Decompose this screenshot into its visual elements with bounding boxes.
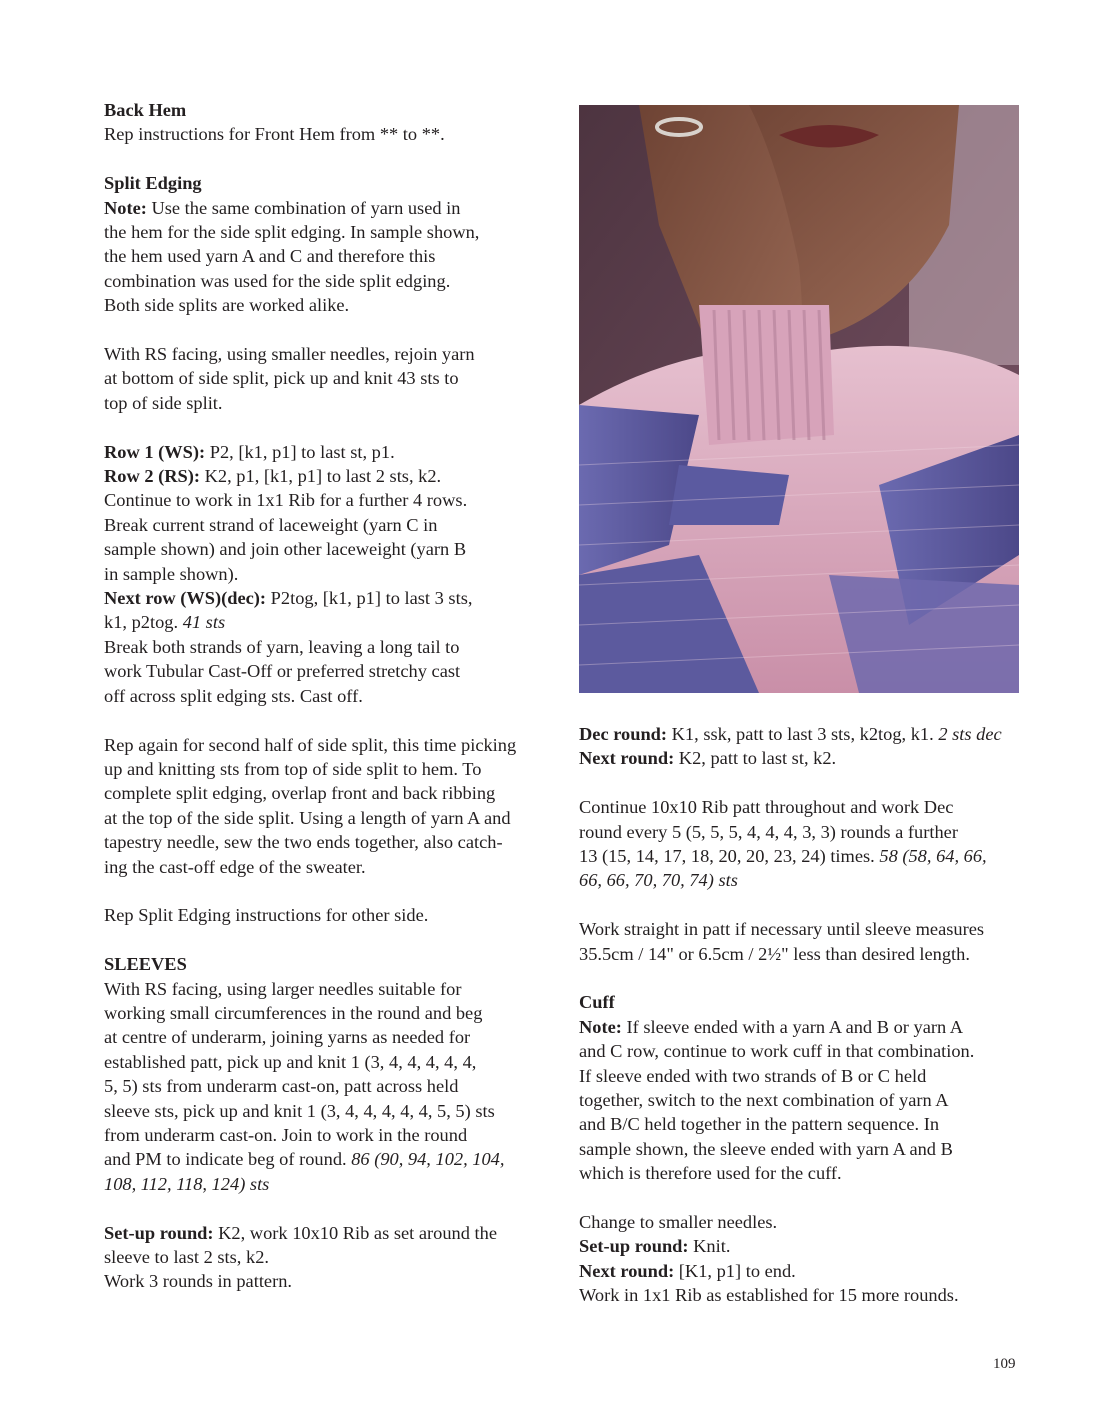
sleeves-line: at centre of underarm, joining yarns as needed for (104, 1027, 471, 1048)
rep-line: complete split edging, overlap front and back ribbing (104, 783, 496, 804)
break-line: off across split edging sts. Cast off. (104, 685, 363, 706)
row-1: Row 1 (WS): P2, [k1, p1] to last st, p1. (104, 441, 395, 462)
back-hem-section (104, 98, 554, 147)
sleeves-line: sleeve sts, pick up and knit 1 (3, 4, 4, 4, 4, 4, 5, 5) sts (104, 1100, 495, 1121)
rs-line: With RS facing, using smaller needles, rejoin yarn (104, 344, 475, 365)
sweater-photo (579, 105, 1019, 693)
next-row-dec-cont: k1, p2tog. 41 sts (104, 612, 226, 633)
continue-line-3: 13 (15, 14, 17, 18, 20, 20, 23, 24) times. 58 (58, 64, 66, (579, 846, 987, 867)
back-hem-heading: Back Hem (104, 100, 187, 120)
sleeves-line: established patt, pick up and knit 1 (3, 4, 4, 4, 4, 4, (104, 1051, 477, 1072)
rows-paragraph (104, 440, 554, 708)
rep-line: Rep again for second half of side split, this time picking (104, 734, 517, 755)
rep-line: tapestry needle, sew the two ends together, also catch- (104, 832, 503, 853)
continue-line-4: 66, 66, 70, 70, 74) sts (579, 870, 738, 891)
dec-round-line: Dec round: K1, ssk, patt to last 3 sts, k2tog, k1. 2 sts dec (579, 724, 1002, 744)
change-needles: Change to smaller needles. (579, 1212, 778, 1233)
cuff-note-line-1: Note: If sleeve ended with a yarn A and B or yarn A (579, 1016, 964, 1037)
sleeves-line: With RS facing, using larger needles suitable for (104, 978, 462, 999)
cuff-note-line: If sleeve ended with two strands of B or C held (579, 1065, 927, 1086)
split-edging-heading: Split Edging (104, 173, 202, 194)
continue-line: round every 5 (5, 5, 5, 4, 4, 4, 3, 3) rounds a further (579, 821, 958, 842)
split-edging-note-line-4: combination was used for the side split edging. (104, 270, 451, 291)
cuff-note-line: sample shown, the sleeve ended with yarn A and B (579, 1138, 953, 1159)
dec-round-paragraph (579, 722, 1029, 771)
continue-line: Break current strand of laceweight (yarn C in (104, 514, 438, 535)
break-line: Break both strands of yarn, leaving a long tail to (104, 636, 460, 657)
cuff-final-line: Work in 1x1 Rib as established for 15 more rounds. (579, 1285, 959, 1306)
other-side-paragraph (104, 903, 554, 927)
straight-line: Work straight in patt if necessary until sleeve measures (579, 919, 985, 940)
row-2: Row 2 (RS): K2, p1, [k1, p1] to last 2 sts, k2. (104, 466, 442, 487)
rs-line: top of side split. (104, 392, 223, 413)
rep-again-paragraph (104, 733, 554, 879)
other-side-text: Rep Split Edging instructions for other side. (104, 905, 429, 926)
continue-line: Continue 10x10 Rib patt throughout and work Dec (579, 797, 954, 818)
page-number: 109 (993, 1356, 1016, 1372)
left-column (104, 98, 554, 1294)
straight-line: 35.5cm / 14" or 6.5cm / 2½" less than desired length. (579, 943, 970, 964)
cuff-note-line: and B/C held together in the pattern sequence. In (579, 1114, 940, 1135)
cuff-rounds-paragraph (579, 1210, 1029, 1308)
split-edging-note-line-5: Both side splits are worked alike. (104, 295, 350, 316)
split-edging-note-line-2: the hem for the side split edging. In sample shown, (104, 222, 480, 243)
work-straight-paragraph (579, 917, 1029, 966)
back-hem-text: Rep instructions for Front Hem from ** to **. (104, 124, 445, 145)
sleeves-count-line: and PM to indicate beg of round. 86 (90, 94, 102, 104, (104, 1149, 505, 1170)
continue-line: sample shown) and join other laceweight (yarn B (104, 539, 467, 560)
rep-line: at the top of the side split. Using a length of yarn A and (104, 807, 511, 828)
next-row-dec: Next row (WS)(dec): P2tog, [k1, p1] to last 3 sts, (104, 588, 473, 609)
right-column (579, 722, 1029, 1308)
setup-round-line: Set-up round: K2, work 10x10 Rib as set around the (104, 1222, 498, 1243)
sweater-photo-illustration (579, 105, 1019, 693)
rs-facing-paragraph (104, 342, 554, 415)
cuff-heading: Cuff (579, 992, 615, 1013)
rs-line: at bottom of side split, pick up and knit 43 sts to (104, 368, 459, 389)
cuff-note-line: and C row, continue to work cuff in that combination. (579, 1041, 975, 1062)
next-round-line: Next round: K2, patt to last st, k2. (579, 748, 837, 769)
continue-rib-paragraph (579, 795, 1029, 893)
setup-round-line-2: sleeve to last 2 sts, k2. (104, 1246, 269, 1267)
continue-line: Continue to work in 1x1 Rib for a further 4 rows. (104, 490, 468, 511)
sleeves-line: working small circumferences in the round and beg (104, 1002, 483, 1023)
cuff-note-line: which is therefore used for the cuff. (579, 1163, 842, 1184)
split-edging-note-line-3: the hem used yarn A and C and therefore this (104, 246, 436, 267)
setup-round-paragraph (104, 1221, 554, 1294)
cuff-setup-round: Set-up round: Knit. (579, 1236, 731, 1257)
rep-line: ing the cast-off edge of the sweater. (104, 856, 366, 877)
work-3-rounds: Work 3 rounds in pattern. (104, 1271, 293, 1292)
split-edging-note-line-1: Note: Use the same combination of yarn used in (104, 197, 461, 218)
sleeves-line: from underarm cast-on. Join to work in the round (104, 1124, 468, 1145)
sleeves-section (104, 952, 554, 1196)
continue-line: in sample shown). (104, 563, 239, 584)
rep-line: up and knitting sts from top of side split to hem. To (104, 758, 482, 779)
cuff-note-line: together, switch to the next combination of yarn A (579, 1090, 949, 1111)
sleeves-heading: SLEEVES (104, 954, 187, 975)
cuff-section (579, 990, 1029, 1185)
cuff-next-round: Next round: [K1, p1] to end. (579, 1260, 796, 1281)
break-line: work Tubular Cast-Off or preferred stretchy cast (104, 661, 461, 682)
split-edging-section (104, 171, 554, 317)
sleeves-count-line-2: 108, 112, 118, 124) sts (104, 1173, 270, 1194)
sleeves-line: 5, 5) sts from underarm cast-on, patt across held (104, 1076, 459, 1097)
